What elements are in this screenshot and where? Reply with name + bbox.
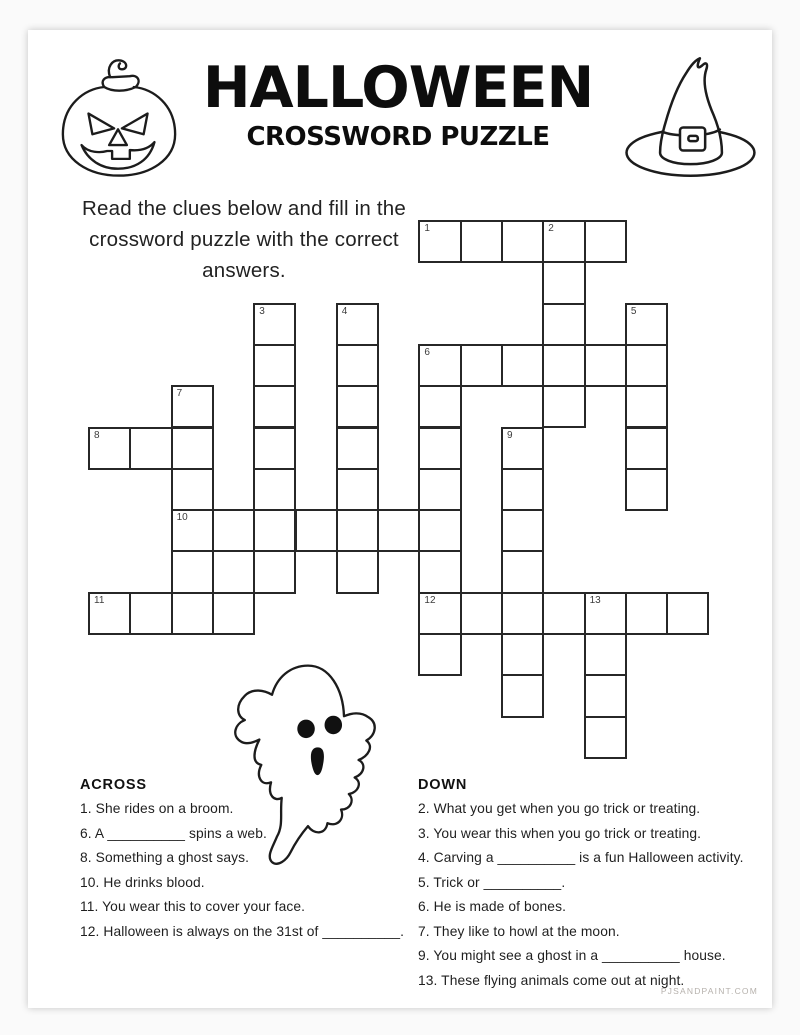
crossword-cell[interactable] <box>171 427 214 470</box>
page-title: HALLOWEEN <box>202 55 594 121</box>
clue-number: 11 <box>94 594 105 606</box>
clue-item: 8. Something a ghost says. <box>80 850 250 865</box>
across-heading: ACROSS <box>80 777 147 793</box>
crossword-cell[interactable] <box>212 509 255 552</box>
clue-item: 9. You might see a ghost in a __________ house. <box>418 948 726 963</box>
crossword-cell[interactable] <box>501 550 544 593</box>
crossword-cell[interactable] <box>253 468 296 511</box>
clue-item: 11. You wear this to cover your face. <box>80 899 306 914</box>
crossword-cell[interactable] <box>584 633 627 676</box>
crossword-cell[interactable] <box>171 468 214 511</box>
crossword-cell[interactable] <box>501 509 544 552</box>
crossword-cell[interactable] <box>88 592 131 635</box>
crossword-cell[interactable] <box>253 303 296 346</box>
crossword-cell[interactable] <box>418 509 461 552</box>
clue-item: 6. He is made of bones. <box>418 899 567 914</box>
crossword-cell[interactable] <box>336 344 379 387</box>
clue-number: 9 <box>507 429 513 441</box>
crossword-cell[interactable] <box>625 344 668 387</box>
header <box>168 55 628 152</box>
clue-item: 4. Carving a __________ is a fun Halloween activity. <box>418 850 744 865</box>
across-clues-section <box>80 777 410 949</box>
down-clues-section <box>418 777 763 998</box>
down-heading: DOWN <box>418 777 468 793</box>
crossword-cell[interactable] <box>418 550 461 593</box>
pumpkin-icon <box>55 56 183 182</box>
clue-number: 2 <box>548 223 554 234</box>
crossword-cell[interactable] <box>418 385 461 428</box>
crossword-cell[interactable] <box>418 220 461 263</box>
crossword-cell[interactable] <box>253 385 296 428</box>
crossword-cell[interactable] <box>171 509 214 552</box>
crossword-cell[interactable] <box>336 385 379 428</box>
crossword-cell[interactable] <box>584 344 627 387</box>
crossword-cell[interactable] <box>171 592 214 635</box>
across-clue-list <box>80 802 410 939</box>
crossword-cell[interactable] <box>501 592 544 635</box>
crossword-cell[interactable] <box>501 674 544 717</box>
crossword-cell[interactable] <box>295 509 338 552</box>
crossword-cell[interactable] <box>418 427 461 470</box>
crossword-cell[interactable] <box>129 427 172 470</box>
crossword-cell[interactable] <box>501 427 544 470</box>
crossword-cell[interactable] <box>542 220 585 263</box>
clue-number: 13 <box>589 594 601 606</box>
crossword-cell[interactable] <box>418 592 461 635</box>
instructions-text: Read the clues below and fill in the crossword puzzle with the correct answers. <box>81 197 406 283</box>
down-clue-list <box>418 802 763 988</box>
crossword-cell[interactable] <box>336 468 379 511</box>
crossword-cell[interactable] <box>336 509 379 552</box>
clue-number: 8 <box>94 429 100 441</box>
crossword-cell[interactable] <box>625 303 668 346</box>
crossword-cell[interactable] <box>584 220 627 263</box>
crossword-cell[interactable] <box>253 509 296 552</box>
crossword-cell[interactable] <box>542 303 585 346</box>
crossword-cell[interactable] <box>336 550 379 593</box>
witch-hat-icon <box>620 52 762 182</box>
footer-credit: PJSANDPAINT.COM <box>660 986 758 996</box>
crossword-cell[interactable] <box>460 344 503 387</box>
crossword-cell[interactable] <box>171 550 214 593</box>
clue-item: 2. What you get when you go trick or treating. <box>418 801 701 816</box>
crossword-cell[interactable] <box>584 716 627 759</box>
page-subtitle: CROSSWORD PUZZLE <box>246 122 550 152</box>
crossword-cell[interactable] <box>418 633 461 676</box>
crossword-cell[interactable] <box>501 468 544 511</box>
crossword-cell[interactable] <box>666 592 709 635</box>
crossword-cell[interactable] <box>253 550 296 593</box>
clue-number: 4 <box>341 305 348 317</box>
worksheet-page <box>28 30 772 1008</box>
crossword-cell[interactable] <box>460 220 503 263</box>
clue-number: 5 <box>630 305 637 317</box>
clue-item: 1. She rides on a broom. <box>80 801 234 816</box>
clue-item: 3. You wear this when you go trick or treating. <box>418 825 702 841</box>
crossword-cell[interactable] <box>460 592 503 635</box>
crossword-cell[interactable] <box>129 592 172 635</box>
crossword-cell[interactable] <box>171 385 214 428</box>
crossword-cell[interactable] <box>542 261 585 304</box>
crossword-cell[interactable] <box>625 468 668 511</box>
crossword-cell[interactable] <box>501 220 544 263</box>
crossword-cell[interactable] <box>625 427 668 470</box>
crossword-cell[interactable] <box>625 385 668 428</box>
clue-item: 7. They like to howl at the moon. <box>418 923 620 939</box>
crossword-cell[interactable] <box>253 344 296 387</box>
crossword-cell[interactable] <box>542 344 585 387</box>
crossword-cell[interactable] <box>501 344 544 387</box>
crossword-cell[interactable] <box>625 592 668 635</box>
clue-number: 10 <box>176 512 188 524</box>
crossword-cell[interactable] <box>542 385 585 428</box>
clue-item: 13. These flying animals come out at night. <box>418 972 685 988</box>
clue-item: 6. A __________ spins a web. <box>80 825 267 841</box>
crossword-cell[interactable] <box>377 509 420 552</box>
crossword-cell[interactable] <box>584 592 627 635</box>
clue-number: 7 <box>176 388 183 400</box>
clue-number: 12 <box>424 594 436 606</box>
clue-item: 5. Trick or __________. <box>418 874 566 890</box>
crossword-cell[interactable] <box>418 344 461 387</box>
crossword-cell[interactable] <box>418 468 461 511</box>
clue-number: 3 <box>259 305 265 317</box>
clue-item: 12. Halloween is always on the 31st of __________. <box>80 923 405 939</box>
crossword-cell[interactable] <box>212 592 255 635</box>
crossword-cell[interactable] <box>336 427 379 470</box>
crossword-cell[interactable] <box>336 303 379 346</box>
clue-number: 6 <box>424 346 430 358</box>
crossword-cell[interactable] <box>584 674 627 717</box>
crossword-cell[interactable] <box>501 633 544 676</box>
clue-number: 1 <box>424 223 430 234</box>
crossword-cell[interactable] <box>542 592 585 635</box>
clue-item: 10. He drinks blood. <box>80 874 205 890</box>
crossword-cell[interactable] <box>88 427 131 470</box>
crossword-cell[interactable] <box>253 427 296 470</box>
